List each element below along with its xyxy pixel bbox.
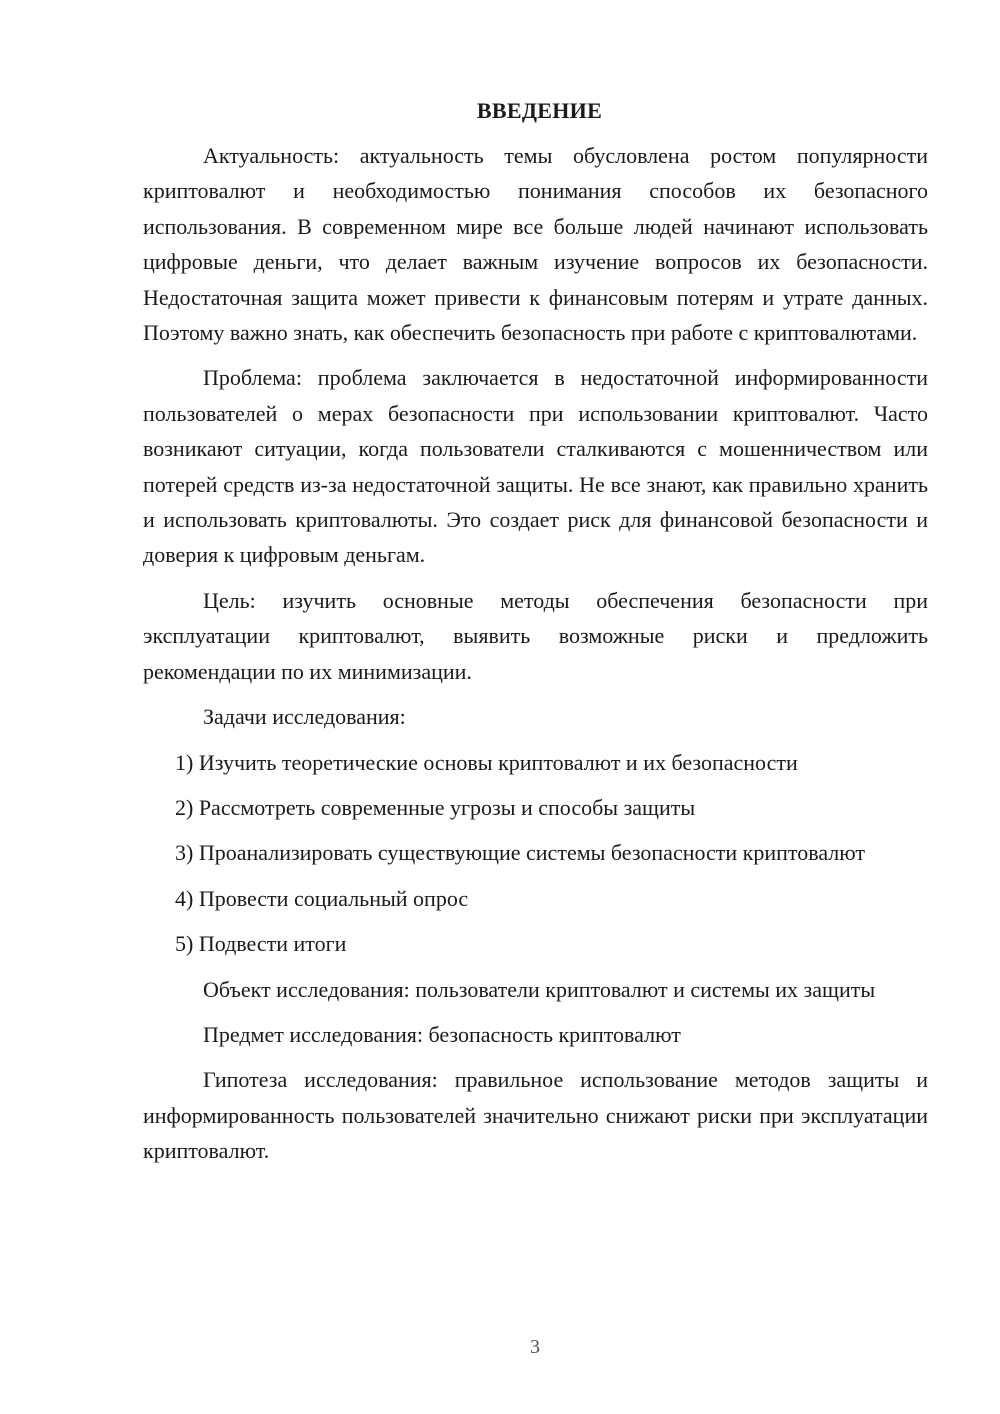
task-item: 1) Изучить теоретические основы криптовалют и их безопасности — [175, 749, 798, 775]
task-item: 3) Проанализировать существующие системы безопасности криптовалют — [175, 840, 866, 866]
paragraph-goal: Цель: изучить основные методы обеспечения безопасности при эксплуатации криптовалют, выявить возможные риски и предложить рекомендации по их минимизации. — [143, 587, 928, 684]
paragraph-hypothesis: Гипотеза исследования: правильное использование методов защиты и информированность пользователей значительно снижают риски при эксплуатации криптовалют. — [143, 1067, 928, 1164]
task-item: 2) Рассмотреть современные угрозы и способы защиты — [175, 794, 696, 820]
paragraph-relevance: Актуальность: актуальность темы обусловлена ростом популярности криптовалют и необходимостью понимания способов их безопасного использования. В современном мире все больше людей начинают использовать цифровые деньги, что делает важным изучение вопросов их безопасности. Недостаточная защита может привести к финансовым потерям и утрате данных. Поэтому важно знать, как обеспечить безопасность при работе с криптовалютами. — [143, 143, 928, 346]
paragraph-subject: Предмет исследования: безопасность криптовалют — [203, 1021, 681, 1047]
page-number: 3 — [530, 1336, 540, 1358]
section-title: ВВЕДЕНИЕ — [476, 98, 603, 123]
paragraph-problem: Проблема: проблема заключается в недостаточной информированности пользователей о мерах безопасности при использовании криптовалют. Часто возникают ситуации, когда пользователи сталкиваются с мошенничеством или потерей средств из-за недостаточной защиты. Не все знают, как правильно хранить и использовать криптовалюты. Это создает риск для финансовой безопасности и доверия к цифровым деньгам. — [143, 365, 928, 568]
paragraph-object: Объект исследования: пользователи криптовалют и системы их защиты — [203, 976, 876, 1002]
paragraph-tasks-heading: Задачи исследования: — [203, 704, 406, 730]
page-content — [143, 96, 928, 1179]
task-item: 4) Провести социальный опрос — [175, 885, 469, 911]
task-item: 5) Подвести итоги — [175, 931, 347, 957]
